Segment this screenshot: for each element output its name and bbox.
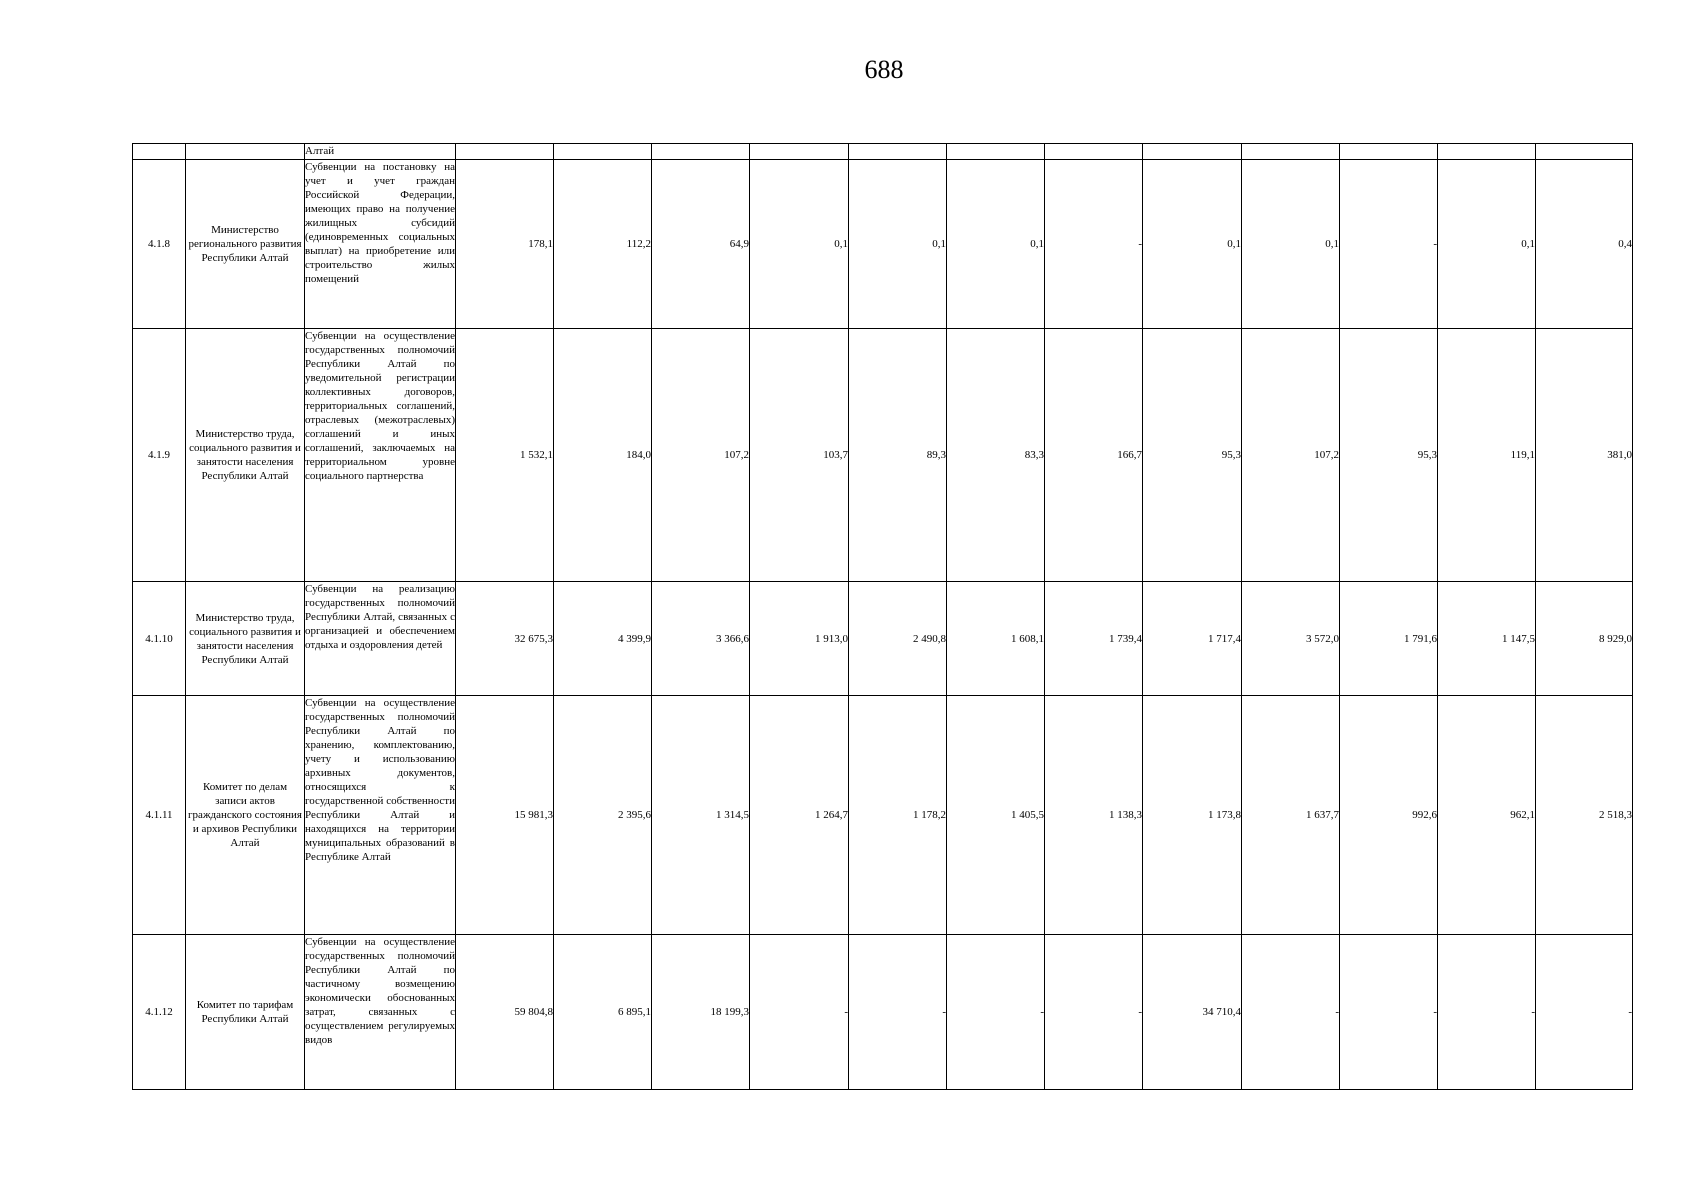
value-cell: - <box>1438 935 1536 1090</box>
value-cell: 32 675,3 <box>456 582 554 696</box>
row-description: Субвенции на осуществление государственных полномочий Республики Алтай по хранению, комплектованию, учету и использованию архивных документов, относящихся к государственной собственности Республики Алтай и находящихся на территории муниципальных образований в Республике Алтай <box>305 696 456 935</box>
value-cell: 119,1 <box>1438 329 1536 582</box>
row-description: Субвенции на реализацию государственных полномочий Республики Алтай, связанных с организацией и обеспечением отдыха и оздоровления детей <box>305 582 456 696</box>
value-cell: 2 490,8 <box>849 582 947 696</box>
row-description: Субвенции на осуществление государственных полномочий Республики Алтай по уведомительной регистрации коллективных договоров, территориальных соглашений, отраслевых (межотраслевых) соглашений и иных соглашений, заключаемых на территориальном уровне социального партнерства <box>305 329 456 582</box>
row-description: Субвенции на осуществление государственных полномочий Республики Алтай по частичному возмещению экономически обоснованных затрат, связанных с осуществлением регулируемых видов <box>305 935 456 1090</box>
table-row <box>133 160 1633 329</box>
value-cell: 1 717,4 <box>1143 582 1242 696</box>
value-cell: 0,1 <box>947 160 1045 329</box>
row-organization: Министерство труда, социального развития и занятости населения Республики Алтай <box>186 329 305 582</box>
value-cell <box>1045 144 1143 160</box>
table-row <box>133 696 1633 935</box>
value-cell <box>1536 144 1633 160</box>
row-code: 4.1.8 <box>133 160 186 329</box>
row-organization: Комитет по делам записи актов гражданского состояния и архивов Республики Алтай <box>186 696 305 935</box>
value-cell: 8 929,0 <box>1536 582 1633 696</box>
value-cell: - <box>1340 935 1438 1090</box>
value-cell: 0,1 <box>1242 160 1340 329</box>
value-cell: 184,0 <box>554 329 652 582</box>
value-cell <box>1242 144 1340 160</box>
value-cell: 1 147,5 <box>1438 582 1536 696</box>
value-cell: 1 138,3 <box>1045 696 1143 935</box>
value-cell: 0,1 <box>750 160 849 329</box>
page-number: 688 <box>864 55 904 84</box>
value-cell: - <box>1045 160 1143 329</box>
value-cell: 1 739,4 <box>1045 582 1143 696</box>
value-cell <box>554 144 652 160</box>
value-cell: 112,2 <box>554 160 652 329</box>
value-cell: 1 178,2 <box>849 696 947 935</box>
table-row-continuation <box>133 144 1633 160</box>
row-organization <box>186 144 305 160</box>
value-cell: - <box>750 935 849 1090</box>
value-cell: 178,1 <box>456 160 554 329</box>
value-cell: 107,2 <box>652 329 750 582</box>
value-cell <box>849 144 947 160</box>
row-description: Алтай <box>305 144 456 160</box>
value-cell: 1 314,5 <box>652 696 750 935</box>
value-cell <box>947 144 1045 160</box>
value-cell: 1 913,0 <box>750 582 849 696</box>
value-cell: 18 199,3 <box>652 935 750 1090</box>
row-code: 4.1.9 <box>133 329 186 582</box>
value-cell: - <box>1536 935 1633 1090</box>
table-body <box>133 144 1633 1090</box>
value-cell: 1 532,1 <box>456 329 554 582</box>
table-row <box>133 329 1633 582</box>
row-code: 4.1.12 <box>133 935 186 1090</box>
value-cell: 1 608,1 <box>947 582 1045 696</box>
value-cell: 103,7 <box>750 329 849 582</box>
table-row <box>133 582 1633 696</box>
value-cell <box>1143 144 1242 160</box>
row-code <box>133 144 186 160</box>
value-cell: - <box>849 935 947 1090</box>
value-cell: 95,3 <box>1143 329 1242 582</box>
budget-table <box>132 143 1633 1090</box>
value-cell: 59 804,8 <box>456 935 554 1090</box>
value-cell: 0,1 <box>849 160 947 329</box>
value-cell: 1 405,5 <box>947 696 1045 935</box>
value-cell: 166,7 <box>1045 329 1143 582</box>
value-cell: 15 981,3 <box>456 696 554 935</box>
row-code: 4.1.11 <box>133 696 186 935</box>
value-cell: 64,9 <box>652 160 750 329</box>
value-cell <box>1340 144 1438 160</box>
value-cell: 1 637,7 <box>1242 696 1340 935</box>
value-cell: - <box>1242 935 1340 1090</box>
value-cell: 95,3 <box>1340 329 1438 582</box>
value-cell: - <box>947 935 1045 1090</box>
value-cell: 381,0 <box>1536 329 1633 582</box>
value-cell: 2 518,3 <box>1536 696 1633 935</box>
value-cell: 992,6 <box>1340 696 1438 935</box>
value-cell: 0,1 <box>1143 160 1242 329</box>
row-organization: Министерство труда, социального развития и занятости населения Республики Алтай <box>186 582 305 696</box>
value-cell: 107,2 <box>1242 329 1340 582</box>
value-cell: 34 710,4 <box>1143 935 1242 1090</box>
value-cell <box>750 144 849 160</box>
value-cell: 962,1 <box>1438 696 1536 935</box>
row-description: Субвенции на постановку на учет и учет граждан Российской Федерации, имеющих право на получение жилищных субсидий (единовременных социальных выплат) на приобретение или строительство жилых помещений <box>305 160 456 329</box>
value-cell <box>456 144 554 160</box>
value-cell: 83,3 <box>947 329 1045 582</box>
row-organization: Министерство регионального развития Республики Алтай <box>186 160 305 329</box>
row-organization: Комитет по тарифам Республики Алтай <box>186 935 305 1090</box>
value-cell: 1 791,6 <box>1340 582 1438 696</box>
value-cell: 3 366,6 <box>652 582 750 696</box>
value-cell: 6 895,1 <box>554 935 652 1090</box>
value-cell: 1 173,8 <box>1143 696 1242 935</box>
value-cell <box>1438 144 1536 160</box>
table-row <box>133 935 1633 1090</box>
value-cell: 89,3 <box>849 329 947 582</box>
value-cell: - <box>1340 160 1438 329</box>
value-cell: 4 399,9 <box>554 582 652 696</box>
row-code: 4.1.10 <box>133 582 186 696</box>
value-cell: 3 572,0 <box>1242 582 1340 696</box>
value-cell <box>652 144 750 160</box>
value-cell: 2 395,6 <box>554 696 652 935</box>
value-cell: 0,4 <box>1536 160 1633 329</box>
value-cell: 1 264,7 <box>750 696 849 935</box>
value-cell: 0,1 <box>1438 160 1536 329</box>
value-cell: - <box>1045 935 1143 1090</box>
